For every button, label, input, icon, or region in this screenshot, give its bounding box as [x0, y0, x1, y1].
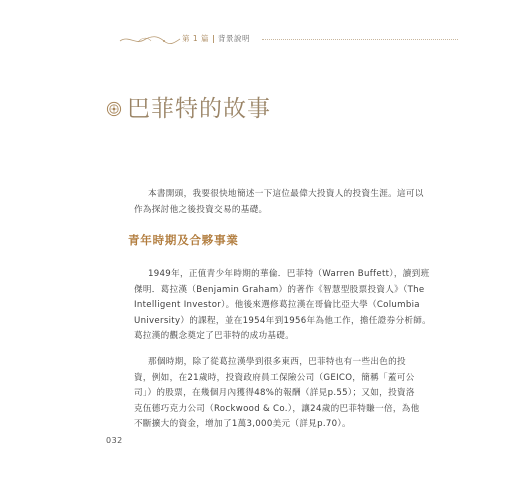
header-flourish-icon [118, 33, 182, 47]
circle-ornament-icon [106, 101, 122, 117]
header-dotted-rule [262, 39, 458, 40]
intro-line: 本書開頭，我要很快地簡述一下這位最偉大投資人的投資生涯。這可以 [148, 189, 424, 199]
para-line: Intelligent Investor）。他後來選修葛拉漢在哥倫比亞大學（Columbia [134, 300, 420, 311]
para-line: 司」）的股票，在幾個月內獲得48%的報酬（詳見p.55）；又如，投資洛 [134, 388, 415, 399]
body-paragraph-1 [134, 267, 432, 345]
page-title: 巴菲特的故事 [127, 96, 271, 122]
para-line: 那個時期，除了從葛拉漢學到很多東西，巴菲特也有一些出色的投 [148, 357, 406, 367]
para-line: 葛拉漢的觀念奠定了巴菲特的成功基礎。 [134, 331, 295, 342]
section-subheading: 青年時期及合夥事業 [128, 233, 239, 247]
para-line: 不斷擴大的資金，增加了1萬3,000美元（詳見p.70）。 [134, 419, 351, 430]
chapter-number: 第 1 篇 [182, 34, 210, 43]
para-line: 克伍德巧克力公司（Rockwood & Co.），讓24歲的巴菲特賺一倍，為他 [134, 403, 420, 414]
section-title-block [106, 92, 271, 126]
para-line: 1949年，正值青少年時期的華倫．巴菲特（Warren Buffett），讀到班 [148, 269, 430, 279]
page-number: 032 [106, 436, 123, 445]
para-line: 資，例如，在21歲時，投資政府員工保險公司（GEICO，簡稱「蓋可公 [134, 372, 415, 383]
header-separator [213, 35, 214, 43]
body-paragraph-2 [134, 355, 420, 433]
chapter-name: 背景說明 [218, 34, 250, 43]
intro-line: 作為探討他之後投資交易的基礎。 [134, 204, 268, 215]
para-line: 傑明．葛拉漢（Benjamin Graham）的著作《智慧型股票投資人》（The [134, 284, 425, 295]
para-line: University）的課程，並在1954年到1956年為他工作，擔任證券分析師。 [134, 315, 432, 326]
intro-paragraph [134, 187, 424, 218]
